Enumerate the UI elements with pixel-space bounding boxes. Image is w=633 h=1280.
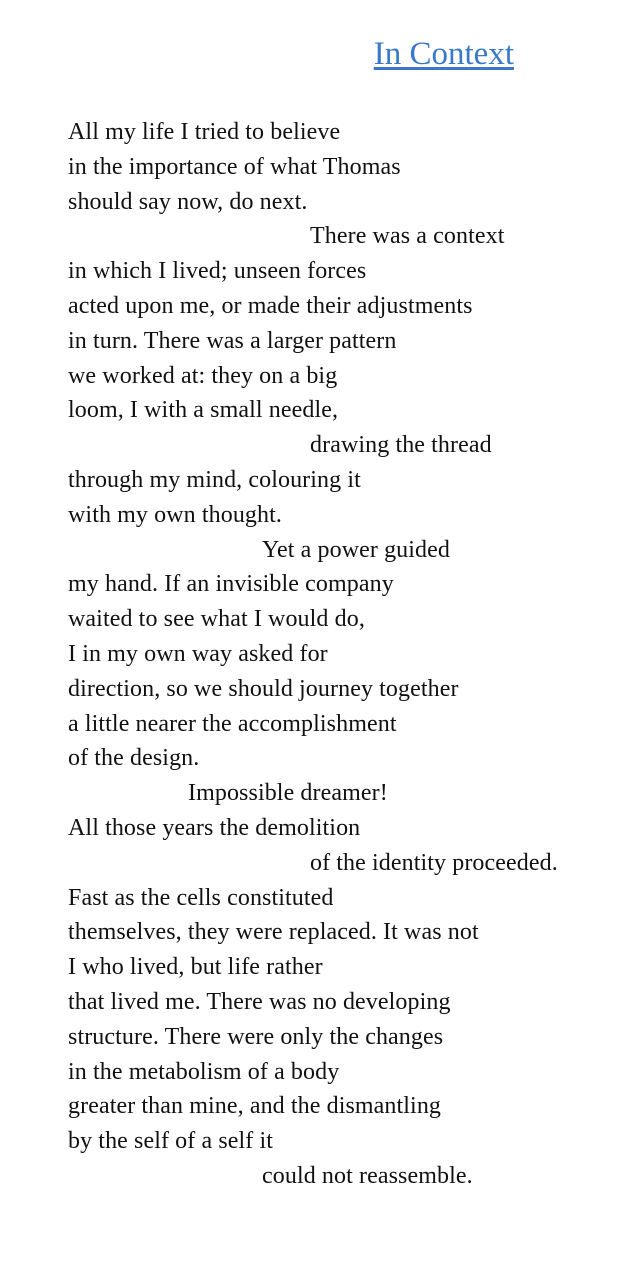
poem-line: greater than mine, and the dismantling <box>68 1093 442 1120</box>
poem-line: that lived me. There was no developing <box>68 988 451 1015</box>
poem-line: in the importance of what Thomas <box>68 153 401 180</box>
poem-line: All those years the demolition <box>68 814 361 841</box>
poem-line: Yet a power guided <box>262 536 450 563</box>
poem-line: in turn. There was a larger pattern <box>68 327 397 354</box>
poem-line: should say now, do next. <box>68 188 308 215</box>
poem-line: I in my own way asked for <box>68 640 328 667</box>
poem-line: by the self of a self it <box>68 1128 274 1155</box>
poem-line: All my life I tried to believe <box>68 119 341 145</box>
poem-line: I who lived, but life rather <box>68 954 323 981</box>
poem-line: of the identity proceeded. <box>310 849 558 876</box>
poem-line: with my own thought. <box>68 501 283 528</box>
poem-line: in which I lived; unseen forces <box>68 258 367 285</box>
poem-line: direction, so we should journey together <box>68 675 459 702</box>
poem-line: There was a context <box>310 223 505 250</box>
poem-line: Impossible dreamer! <box>188 780 388 807</box>
poem-line: my hand. If an invisible company <box>68 571 394 598</box>
poem-line: acted upon me, or made their adjustments <box>68 292 473 319</box>
poem-line: loom, I with a small needle, <box>68 397 339 424</box>
poem-line: could not reassemble. <box>262 1162 473 1189</box>
poem-line: a little nearer the accomplishment <box>68 710 397 737</box>
poem-title-link[interactable]: In Context <box>373 36 514 72</box>
poem-line: through my mind, colouring it <box>68 466 361 493</box>
title-container <box>0 36 633 73</box>
poem-line: in the metabolism of a body <box>68 1058 340 1085</box>
poem-body <box>68 115 608 1194</box>
poem-line: themselves, they were replaced. It was not <box>68 919 479 946</box>
poem-line: drawing the thread <box>310 432 492 459</box>
poem-line: structure. There were only the changes <box>68 1023 444 1050</box>
poem-line: we worked at: they on a big <box>68 362 338 389</box>
poem-line: waited to see what I would do, <box>68 606 365 633</box>
poem-line: of the design. <box>68 745 200 772</box>
poem-line: Fast as the cells constituted <box>68 884 334 911</box>
